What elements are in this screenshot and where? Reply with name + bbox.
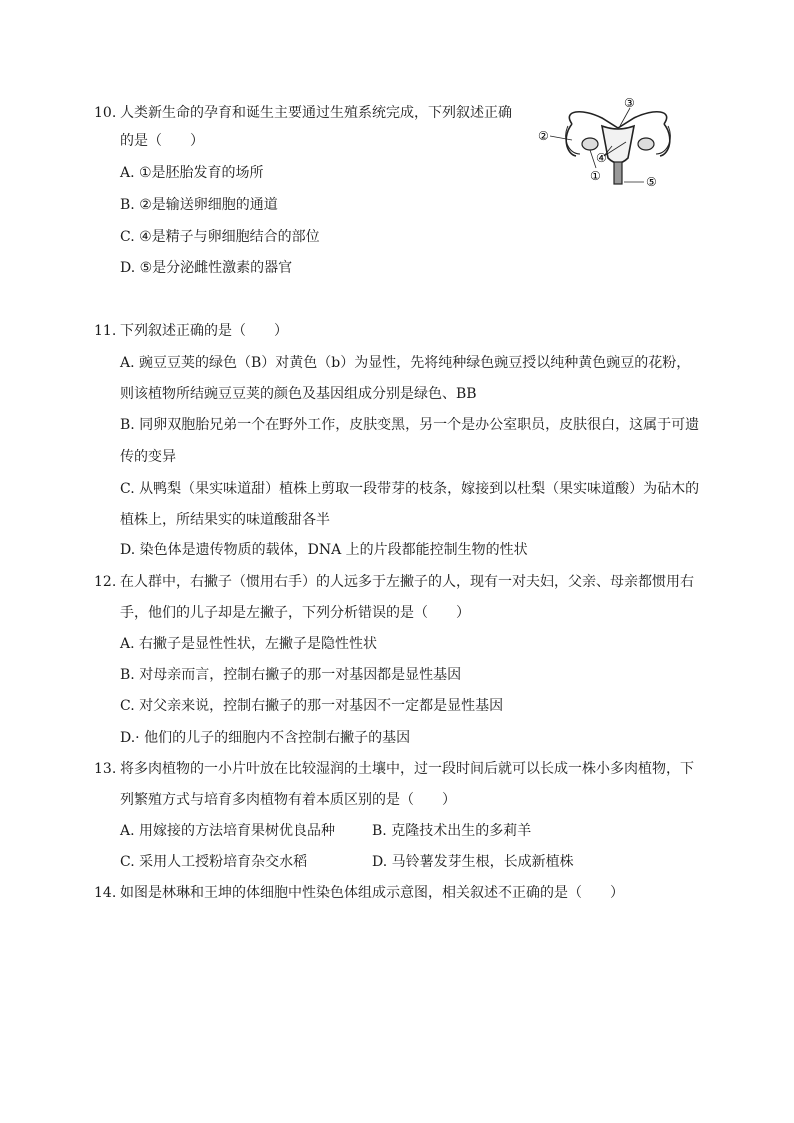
q12-stem-line1: 在人群中，右撇子（惯用右手）的人远多于左撇子的人，现有一对夫妇，父亲、母亲都惯用右 <box>120 574 694 590</box>
q13-number: 13. <box>94 761 117 777</box>
q13-option-a: A. 用嫁接的方法培育果树优良品种 <box>120 823 336 839</box>
reproductive-system-diagram <box>532 96 704 196</box>
q10-stem-line2: 的是（ ） <box>120 133 204 149</box>
q13-stem-line1: 将多肉植物的一小片叶放在比较湿润的土壤中，过一段时间后就可以长成一株小多肉植物，下 <box>120 761 694 777</box>
q13-option-b: B. 克隆技术出生的多莉羊 <box>372 823 532 839</box>
q13-option-c: C. 采用人工授粉培育杂交水稻 <box>120 854 308 870</box>
q13-option-d: D. 马铃薯发芽生根，长成新植株 <box>372 854 574 870</box>
q10-stem-line1: 人类新生命的孕育和诞生主要通过生殖系统完成，下列叙述正确 <box>120 105 512 121</box>
q12-option-b: B. 对母亲而言，控制右撇子的那一对基因都是显性基因 <box>120 667 462 683</box>
q13-stem-line2: 列繁殖方式与培育多肉植物有着本质区别的是（ ） <box>120 792 456 808</box>
q11-option-b-line2: 传的变异 <box>120 449 176 465</box>
q11-option-b-line1: B. 同卵双胞胎兄弟一个在野外工作，皮肤变黑，另一个是办公室职员，皮肤很白，这属于可遗 <box>120 417 700 433</box>
uterus-diagram-icon <box>532 96 704 196</box>
figure-label-4: ④ <box>596 151 607 165</box>
q11-option-c-line2: 植株上，所结果实的味道酸甜各半 <box>120 512 330 528</box>
q10-option-a: A. ①是胚胎发育的场所 <box>120 165 264 181</box>
q11-option-a-line2: 则该植物所结豌豆豆荚的颜色及基因组成分别是绿色、BB <box>120 386 477 402</box>
q12-option-c: C. 对父亲来说，控制右撇子的那一对基因不一定都是显性基因 <box>120 698 504 714</box>
q10-number: 10. <box>94 105 117 121</box>
q10-option-b: B. ②是输送卵细胞的通道 <box>120 197 278 213</box>
q11-stem: 下列叙述正确的是（ ） <box>120 323 288 339</box>
q14-number: 14. <box>94 885 117 901</box>
figure-label-3: ③ <box>624 96 635 110</box>
figure-label-2: ② <box>538 129 549 143</box>
q10-option-d: D. ⑤是分泌雌性激素的器官 <box>120 260 293 276</box>
q11-number: 11. <box>94 323 117 339</box>
q11-option-d: D. 染色体是遗传物质的载体，DNA 上的片段都能控制生物的性状 <box>120 542 528 558</box>
q12-stem-line2: 手，他们的儿子却是左撇子，下列分析错误的是（ ） <box>120 605 470 621</box>
figure-label-5: ⑤ <box>646 175 657 189</box>
q10-option-c: C. ④是精子与卵细胞结合的部位 <box>120 229 320 245</box>
q12-option-d: D.· 他们的儿子的细胞内不含控制右撇子的基因 <box>120 730 411 746</box>
q11-option-a-line1: A. 豌豆豆荚的绿色（B）对黄色（b）为显性，先将纯种绿色豌豆授以纯种黄色豌豆的花粉， <box>120 355 691 371</box>
q12-number: 12. <box>94 574 117 590</box>
q11-option-c-line1: C. 从鸭梨（果实味道甜）植株上剪取一段带芽的枝条，嫁接到以杜梨（果实味道酸）为砧木的 <box>120 481 700 497</box>
q14-stem: 如图是林琳和王坤的体细胞中性染色体组成示意图，相关叙述不正确的是（ ） <box>120 885 624 901</box>
figure-label-1: ① <box>590 169 601 183</box>
q12-option-a: A. 右撇子是显性性状，左撇子是隐性性状 <box>120 636 378 652</box>
